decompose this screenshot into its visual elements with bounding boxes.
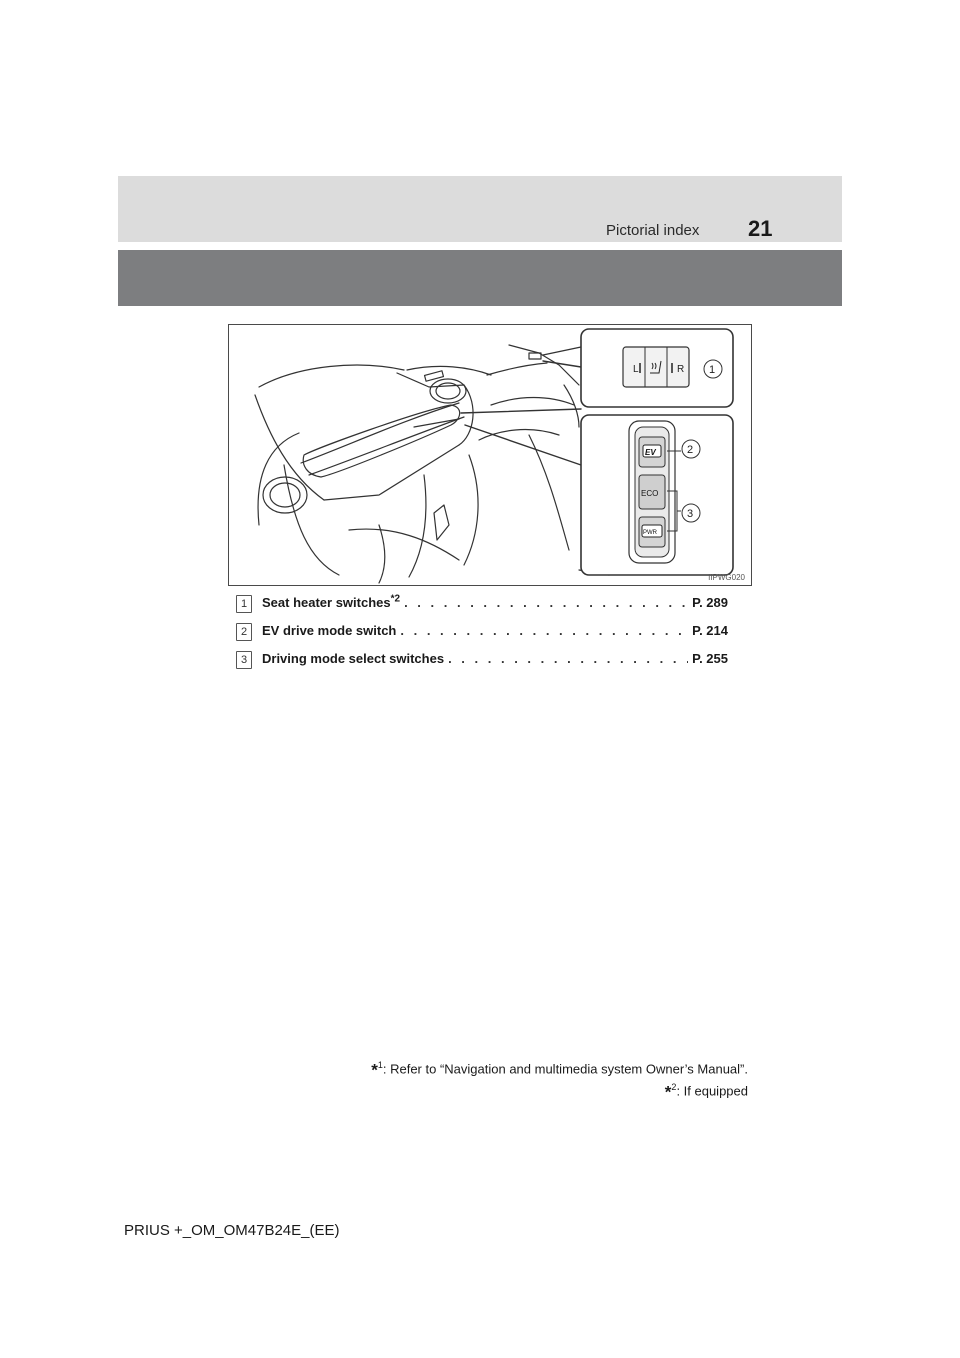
console-illustration — [228, 324, 752, 586]
footnote-text: : If equipped — [676, 1083, 748, 1099]
item-label — [262, 592, 400, 614]
eco-switch-label: ECO — [641, 489, 659, 498]
item-page-ref[interactable]: P. 289 — [692, 595, 728, 610]
footnote-number: 2 — [671, 1082, 677, 1092]
index-item-list — [236, 592, 728, 676]
footnote-number: 1 — [377, 1060, 383, 1070]
dot-leader — [400, 620, 688, 642]
footnote-star: * — [664, 1082, 672, 1102]
dot-leader — [404, 592, 688, 614]
seat-left-label: L — [633, 364, 639, 375]
ev-switch-label: EV — [645, 448, 656, 457]
item-label: EV drive mode switch — [262, 623, 397, 638]
item-number: 3 — [236, 651, 252, 669]
seat-heater-inset — [581, 329, 733, 407]
index-item[interactable] — [236, 648, 728, 676]
footnote-1 — [371, 1060, 748, 1080]
document-code: PRIUS +_OM_OM47B24E_(EE) — [124, 1222, 340, 1239]
index-item[interactable] — [236, 592, 728, 620]
pwr-switch-label: PWR — [643, 530, 657, 536]
drive-mode-inset — [581, 415, 733, 575]
header-rule — [118, 242, 842, 248]
item-page-ref[interactable]: P. 255 — [692, 651, 728, 666]
footnote-text: : Refer to “Navigation and multimedia system Owner’s Manual”. — [382, 1061, 748, 1077]
section-band — [118, 250, 842, 306]
section-title: Pictorial index — [606, 222, 700, 239]
footnote-2 — [665, 1082, 748, 1102]
footnote-star: * — [371, 1060, 378, 1080]
seat-right-label: R — [677, 364, 685, 375]
figure-code: IIPWG020 — [708, 573, 745, 582]
header-band — [118, 176, 842, 242]
item-label-text: Seat heater switches — [262, 595, 391, 610]
callout-2: 2 — [687, 444, 694, 456]
dot-leader — [448, 648, 688, 670]
page-number: 21 — [748, 216, 773, 241]
index-item[interactable] — [236, 620, 728, 648]
item-footnote-marker: *2 — [390, 593, 401, 605]
item-label: Driving mode select switches — [262, 651, 445, 666]
item-number: 2 — [236, 623, 252, 641]
item-page-ref[interactable]: P. 214 — [692, 623, 728, 638]
console-drawing — [229, 325, 751, 585]
callout-1: 1 — [709, 364, 716, 376]
callout-3: 3 — [687, 508, 694, 520]
item-number: 1 — [236, 595, 252, 613]
